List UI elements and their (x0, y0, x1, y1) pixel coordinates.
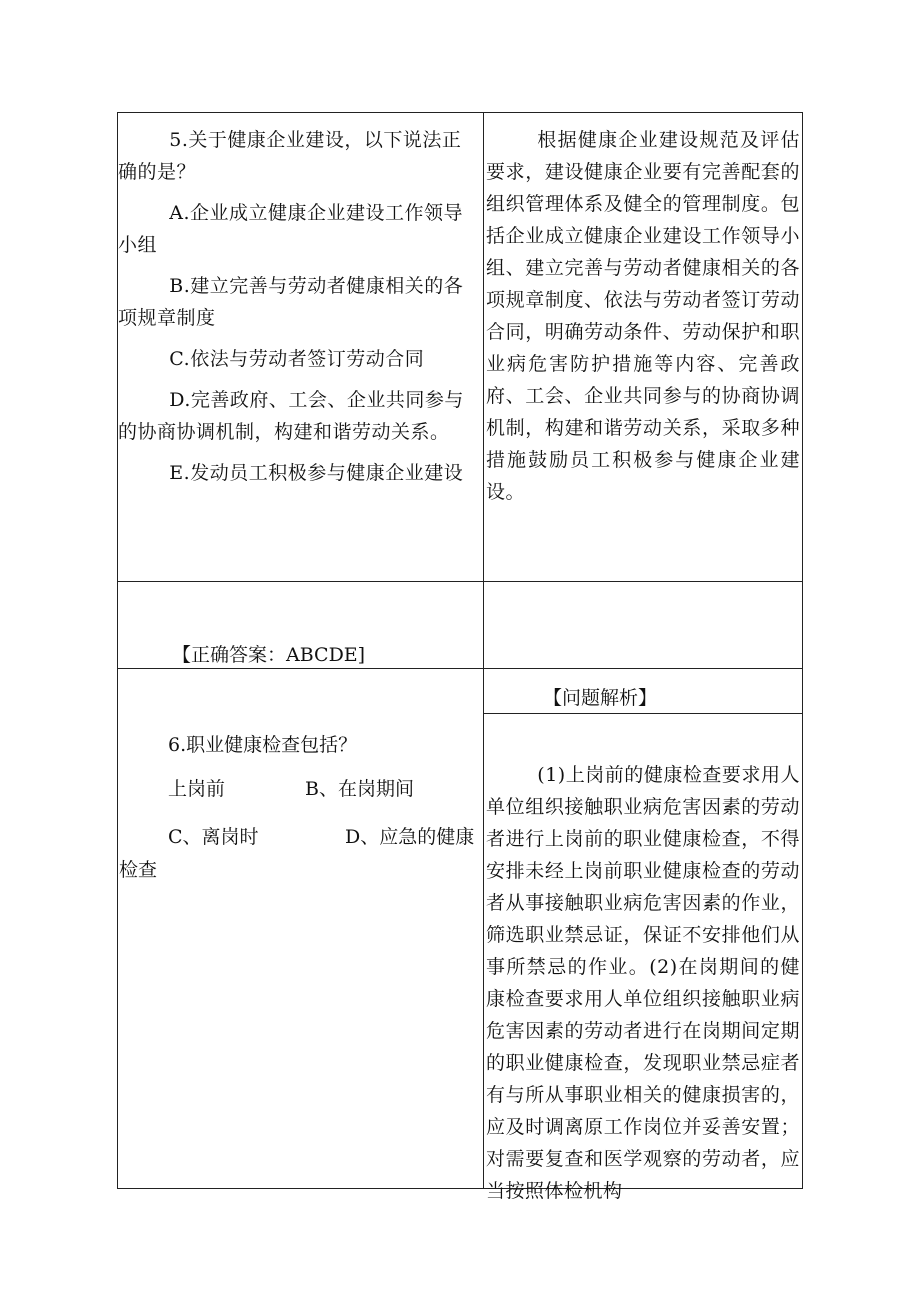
q5-option-e: E.发动员工积极参与健康企业建设 (169, 462, 464, 484)
table-middle-divider (483, 112, 484, 1189)
q5-option-a: A.企业成立健康企业建设工作领导小组 (118, 202, 464, 256)
q5-explanation: 根据健康企业建设规范及评估要求，建设健康企业要有完善配套的组织管理体系及健全的管理制度。包括企业成立健康企业建设工作领导小组、建立完善与劳动者健康相关的各项规章制度、依法与劳动者签订劳动合同，明确劳动条件、劳动保护和职业病危害防护措施等内容、完善政府、工会、企业共同参与的协商协调机制，构建和谐劳动关系，采取多种措施鼓励员工积极参与健康企业建设。 (486, 129, 800, 503)
q6-option-c: C、离岗时 (168, 826, 259, 848)
q6-analysis-cell (486, 759, 800, 1207)
q6-analysis-header: 【问题解析】 (543, 687, 658, 709)
q6-option-d-continued: 检查 (119, 859, 158, 881)
q6-option-d: D、应急的健康 (345, 826, 475, 848)
q5-option-d: D.完善政府、工会、企业共同参与的协商协调机制，构建和谐劳动关系。 (118, 389, 464, 443)
q5-option-b: B.建立完善与劳动者健康相关的各项规章制度 (118, 275, 464, 329)
q6-option-b: B、在岗期间 (305, 778, 414, 800)
q5-answer: 【正确答案：ABCDE] (172, 644, 366, 666)
q5-option-c: C.依法与劳动者签订劳动合同 (169, 348, 425, 370)
table-right-border (802, 112, 803, 1189)
q6-question: 6.职业健康检查包括？ (168, 734, 358, 756)
row-divider-1 (117, 581, 803, 582)
q6-option-a: 上岗前 (168, 778, 226, 800)
q6-analysis: (1)上岗前的健康检查要求用人单位组织接触职业病危害因素的劳动者进行上岗前的职业健康检查，不得安排未经上岗前职业健康检查的劳动者从事接触职业病危害因素的作业，筛选职业禁忌证，保证不安排他们从事所禁忌的作业。(2)在岗期间的健康检查要求用人单位组织接触职业病危害因素的劳动者进行在岗期间定期的职业健康检查，发现职业禁忌症者有与所从事职业相关的健康损害的，应及时调离原工作岗位并妥善安置；对需要复查和医学观察的劳动者，应当按照体检机构 (486, 764, 800, 1202)
q5-question-cell (118, 124, 478, 489)
q5-question: 5.关于健康企业建设，以下说法正确的是？ (118, 129, 462, 183)
q5-explanation-cell (486, 124, 800, 508)
table-top-border (117, 112, 803, 113)
